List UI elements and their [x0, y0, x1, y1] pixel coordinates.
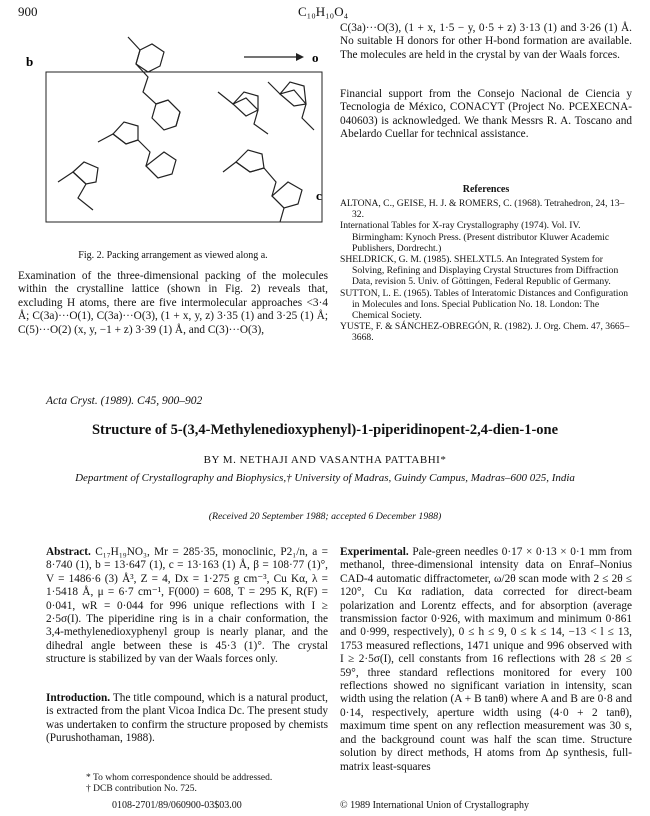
- affiliation: Department of Crystallography and Biophysics,† University of Madras, Guindy Campus, Madras–600 025, India: [75, 472, 575, 484]
- abstract-text: C₁₇H₁₉NO₃, Mr = 285·35, monoclinic, P2₁/n, a = 8·740 (1), b = 13·647 (1), c = 13·163 (1) Å, β = 108·77 (1)°, V = 1486·6 (3) Å³, Z = 4, Dx = 1·275 g cm⁻³, Cu Kα, λ = 1·5418 Å, μ = 6·7 cm⁻¹, F(000) = 608, T = 295 K, R(F) = 0·041, wR = 0·044 for 996 unique reflections with I ≥ 2·5σ(I). The piperidine ring is in a chair conformation, the 3,4-methylenedioxyphenyl group is nearly planar, and the dihedral angle between these is 45·3 (1)°. The crystal structure is stabilized by van der Waals forces only.: [46, 546, 328, 666]
- experimental: [340, 546, 632, 774]
- reference-item: SHELDRICK, G. M. (1985). SHELXTL5. An Integrated System for Solving, Refining and Displaying Crystal Structures from Diffraction Data, revision 5. Univ. of Göttingen, Federal Republic of Germany.: [340, 254, 619, 288]
- abstract-label: Abstract.: [46, 546, 91, 558]
- introduction: [46, 692, 328, 746]
- references-heading: References: [462, 184, 510, 195]
- reference-item: ALTONA, C., GEISE, H. J. & ROMERS, C. (1968). Tetrahedron, 24, 13–32.: [340, 198, 625, 221]
- acknowledgement: Financial support from the Consejo Nacional de Ciencia y Tecnologia de México, CONACYT (Project No. PCEXECNA-040603) is acknowledged. We thank Messrs R. A. Toscano and Abelardo Cuellar for technical assistance.: [340, 88, 632, 141]
- prev-right-top: C(3a)···O(3), (1 + x, 1·5 − y, 0·5 + z) 3·13 (1) and 3·26 (1) Å. No suitable H donors for other H-bond formation are available. The molecules are held in the crystal by van der Waals forces.: [340, 22, 632, 61]
- footnote-correspondence: * To whom correspondence should be addressed.: [86, 773, 273, 783]
- intro-label: Introduction.: [46, 692, 111, 704]
- molecules: [58, 37, 314, 222]
- footnote-contribution: † DCB contribution No. 725.: [86, 784, 197, 794]
- intro-text: The title compound, which is a natural product, is extracted from the plant Vicoa Indica Dc. The present study was undertaken to confirm the structure proposed by chemists (Purushothaman, 1988).: [46, 692, 328, 745]
- copyright-line: © 1989 International Union of Crystallography: [340, 800, 529, 811]
- references-list: [340, 198, 632, 344]
- received-dates: (Received 20 September 1988; accepted 6 December 1988): [208, 511, 442, 522]
- authors: BY M. NETHAJI AND VASANTHA PATTABHI*: [203, 454, 447, 466]
- footnotes: [86, 773, 326, 795]
- journal-reference: Acta Cryst. (1989). C45, 900–902: [46, 395, 203, 407]
- issn-line: 0108-2701/89/060900-03$03.00: [112, 800, 242, 811]
- axis-b-label: b: [26, 54, 34, 69]
- packing-figure: [18, 22, 328, 252]
- axis-o-label: o: [312, 50, 319, 65]
- experimental-label: Experimental.: [340, 546, 409, 558]
- abstract: [46, 546, 328, 667]
- axis-c-label: c: [316, 188, 322, 203]
- prev-left-text: Examination of the three-dimensional packing of the molecules within the crystalline lattice (shown in Fig. 2) reveals that, excluding H atoms, there are five intermolecular approaches <3·4 Å; C(3a)···O(1), C(3a)···O(3), (1 + x, y, z) 3·35 (1) and 3·25 (1) Å; C(5)···O(2) (x, y, −1 + z) 3·39 (1) Å, and C(3)···O(3),: [18, 270, 328, 336]
- article-title: Structure of 5-(3,4-Methylenedioxyphenyl)-1-piperidinopent-2,4-dien-1-one: [91, 422, 559, 438]
- page-number: 900: [18, 4, 38, 19]
- packing-diagram: [18, 22, 328, 252]
- reference-item: SUTTON, L. E. (1965). Tables of Interatomic Distances and Configuration in Molecules and Ions. Special Publication No. 18. London: The Chemical Society.: [340, 287, 629, 322]
- reference-item: YUSTE, F. & SÁNCHEZ-OBREGÓN, R. (1982). J. Org. Chem. 47, 3665–3668.: [340, 321, 630, 344]
- experimental-text: Pale-green needles 0·17 × 0·13 × 0·1 mm from methanol, three-dimensional intensity data on Enraf–Nonius CAD-4 automatic diffractometer, ω/2θ scan mode with 2 ≤ 2θ ≤ 120°, Cu Kα radiation, data corrected for direct-beam polarization and Lorentz effects, and for absorption (average transmission factor 0·926, with maximum and minimum 0·861 and 0·999, respectively), 0 ≤ h ≤ 9, 0 ≤ k ≤ 14, −13 < l ≤ 13, 1753 measured reflections, 1471 unique and 996 observed with I ≥ 2·5σ(I), cell constants from 16 reflections with 28 ≤ 2θ ≤ 59°, three standard reflections monitored for every 100 reflections showed no significant variation in intensity, scan width using the relation (A + B tanθ) where A and B are 0·8 and 0·14, respectively, aperture width using (4·0 + 2 tanθ), maximum time spent on any reflection measurement was 30 s, and the background count was half the scan time. Structure solution by direct methods, H atoms from Δρ synthesis, full-matrix least-squares: [340, 546, 633, 773]
- running-title: C₁₀H₁₀O₄: [298, 4, 349, 19]
- figure-caption: Fig. 2. Packing arrangement as viewed along a.: [78, 250, 268, 261]
- reference-item: International Tables for X-ray Crystallography (1974). Vol. IV. Birmingham: Kynoch Press. (Present distributor Kluwer Academic Publishers, Dordrecht.): [340, 220, 610, 254]
